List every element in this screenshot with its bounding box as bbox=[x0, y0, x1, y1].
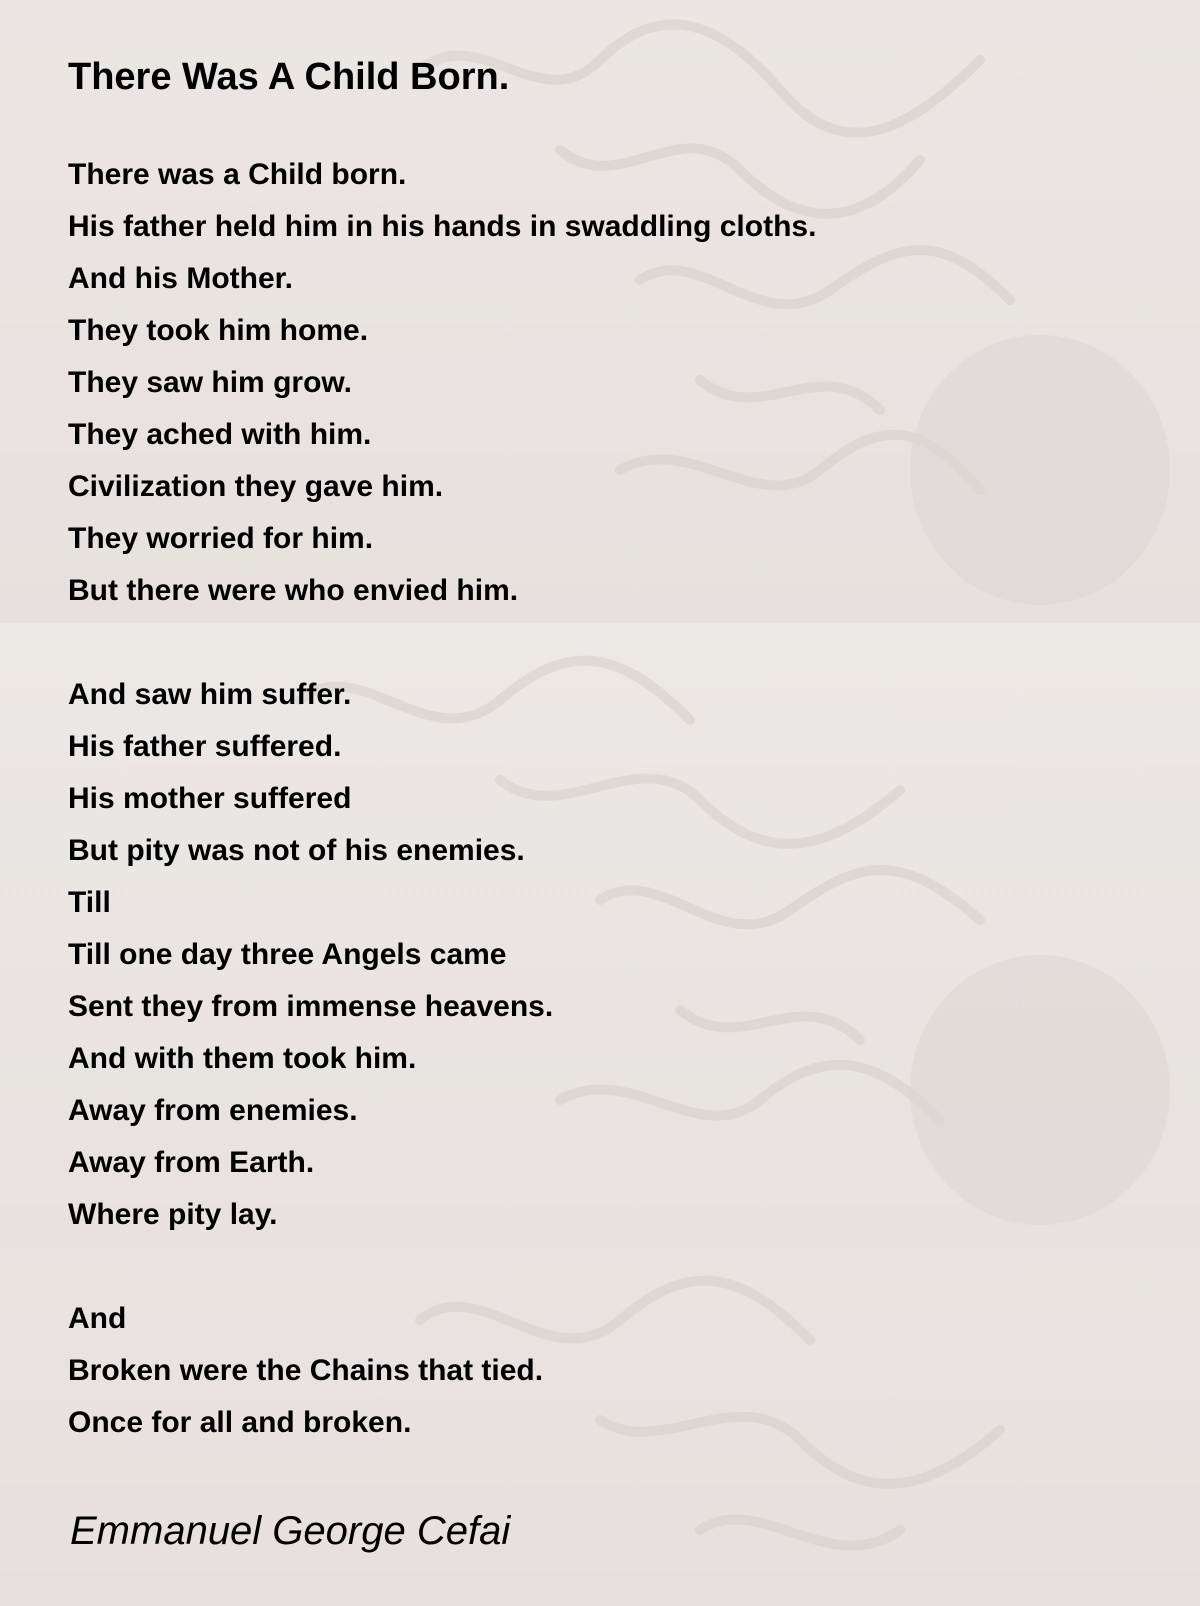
poem-line: They worried for him. bbox=[68, 522, 374, 555]
poem-line: But there were who envied him. bbox=[68, 574, 519, 607]
poem-line: They ached with him. bbox=[68, 418, 372, 451]
poem-line: They took him home. bbox=[68, 314, 369, 347]
stanza-3 bbox=[68, 1293, 543, 1449]
poem-line: And bbox=[68, 1302, 127, 1335]
poem-author: Emmanuel George Cefai bbox=[70, 1509, 511, 1553]
poem-line: And with them took him. bbox=[68, 1042, 417, 1075]
poem-line: His father held him in his hands in swaddling cloths. bbox=[68, 210, 817, 243]
poem-line: Away from Earth. bbox=[68, 1146, 315, 1179]
poem-line: Broken were the Chains that tied. bbox=[68, 1354, 544, 1387]
stanza-2 bbox=[68, 669, 553, 1241]
poem-line: Till one day three Angels came bbox=[68, 938, 507, 971]
poem-line: There was a Child born. bbox=[68, 158, 407, 191]
poem-line: They saw him grow. bbox=[68, 366, 352, 399]
poem-line: Once for all and broken. bbox=[68, 1406, 412, 1439]
poem-line: Away from enemies. bbox=[68, 1094, 358, 1127]
poem-line: Where pity lay. bbox=[68, 1198, 278, 1231]
poem-line: But pity was not of his enemies. bbox=[68, 834, 525, 867]
poem-line: And saw him suffer. bbox=[68, 678, 352, 711]
stanza-1 bbox=[68, 149, 816, 617]
poem-line: Sent they from immense heavens. bbox=[68, 990, 554, 1023]
poem-line: His mother suffered bbox=[68, 782, 352, 815]
poem-line: And his Mother. bbox=[68, 262, 293, 295]
poem-title: There Was A Child Born. bbox=[68, 56, 510, 98]
poem-line: Civilization they gave him. bbox=[68, 470, 444, 503]
poem-line: Till bbox=[68, 886, 111, 919]
poem-line: His father suffered. bbox=[68, 730, 342, 763]
